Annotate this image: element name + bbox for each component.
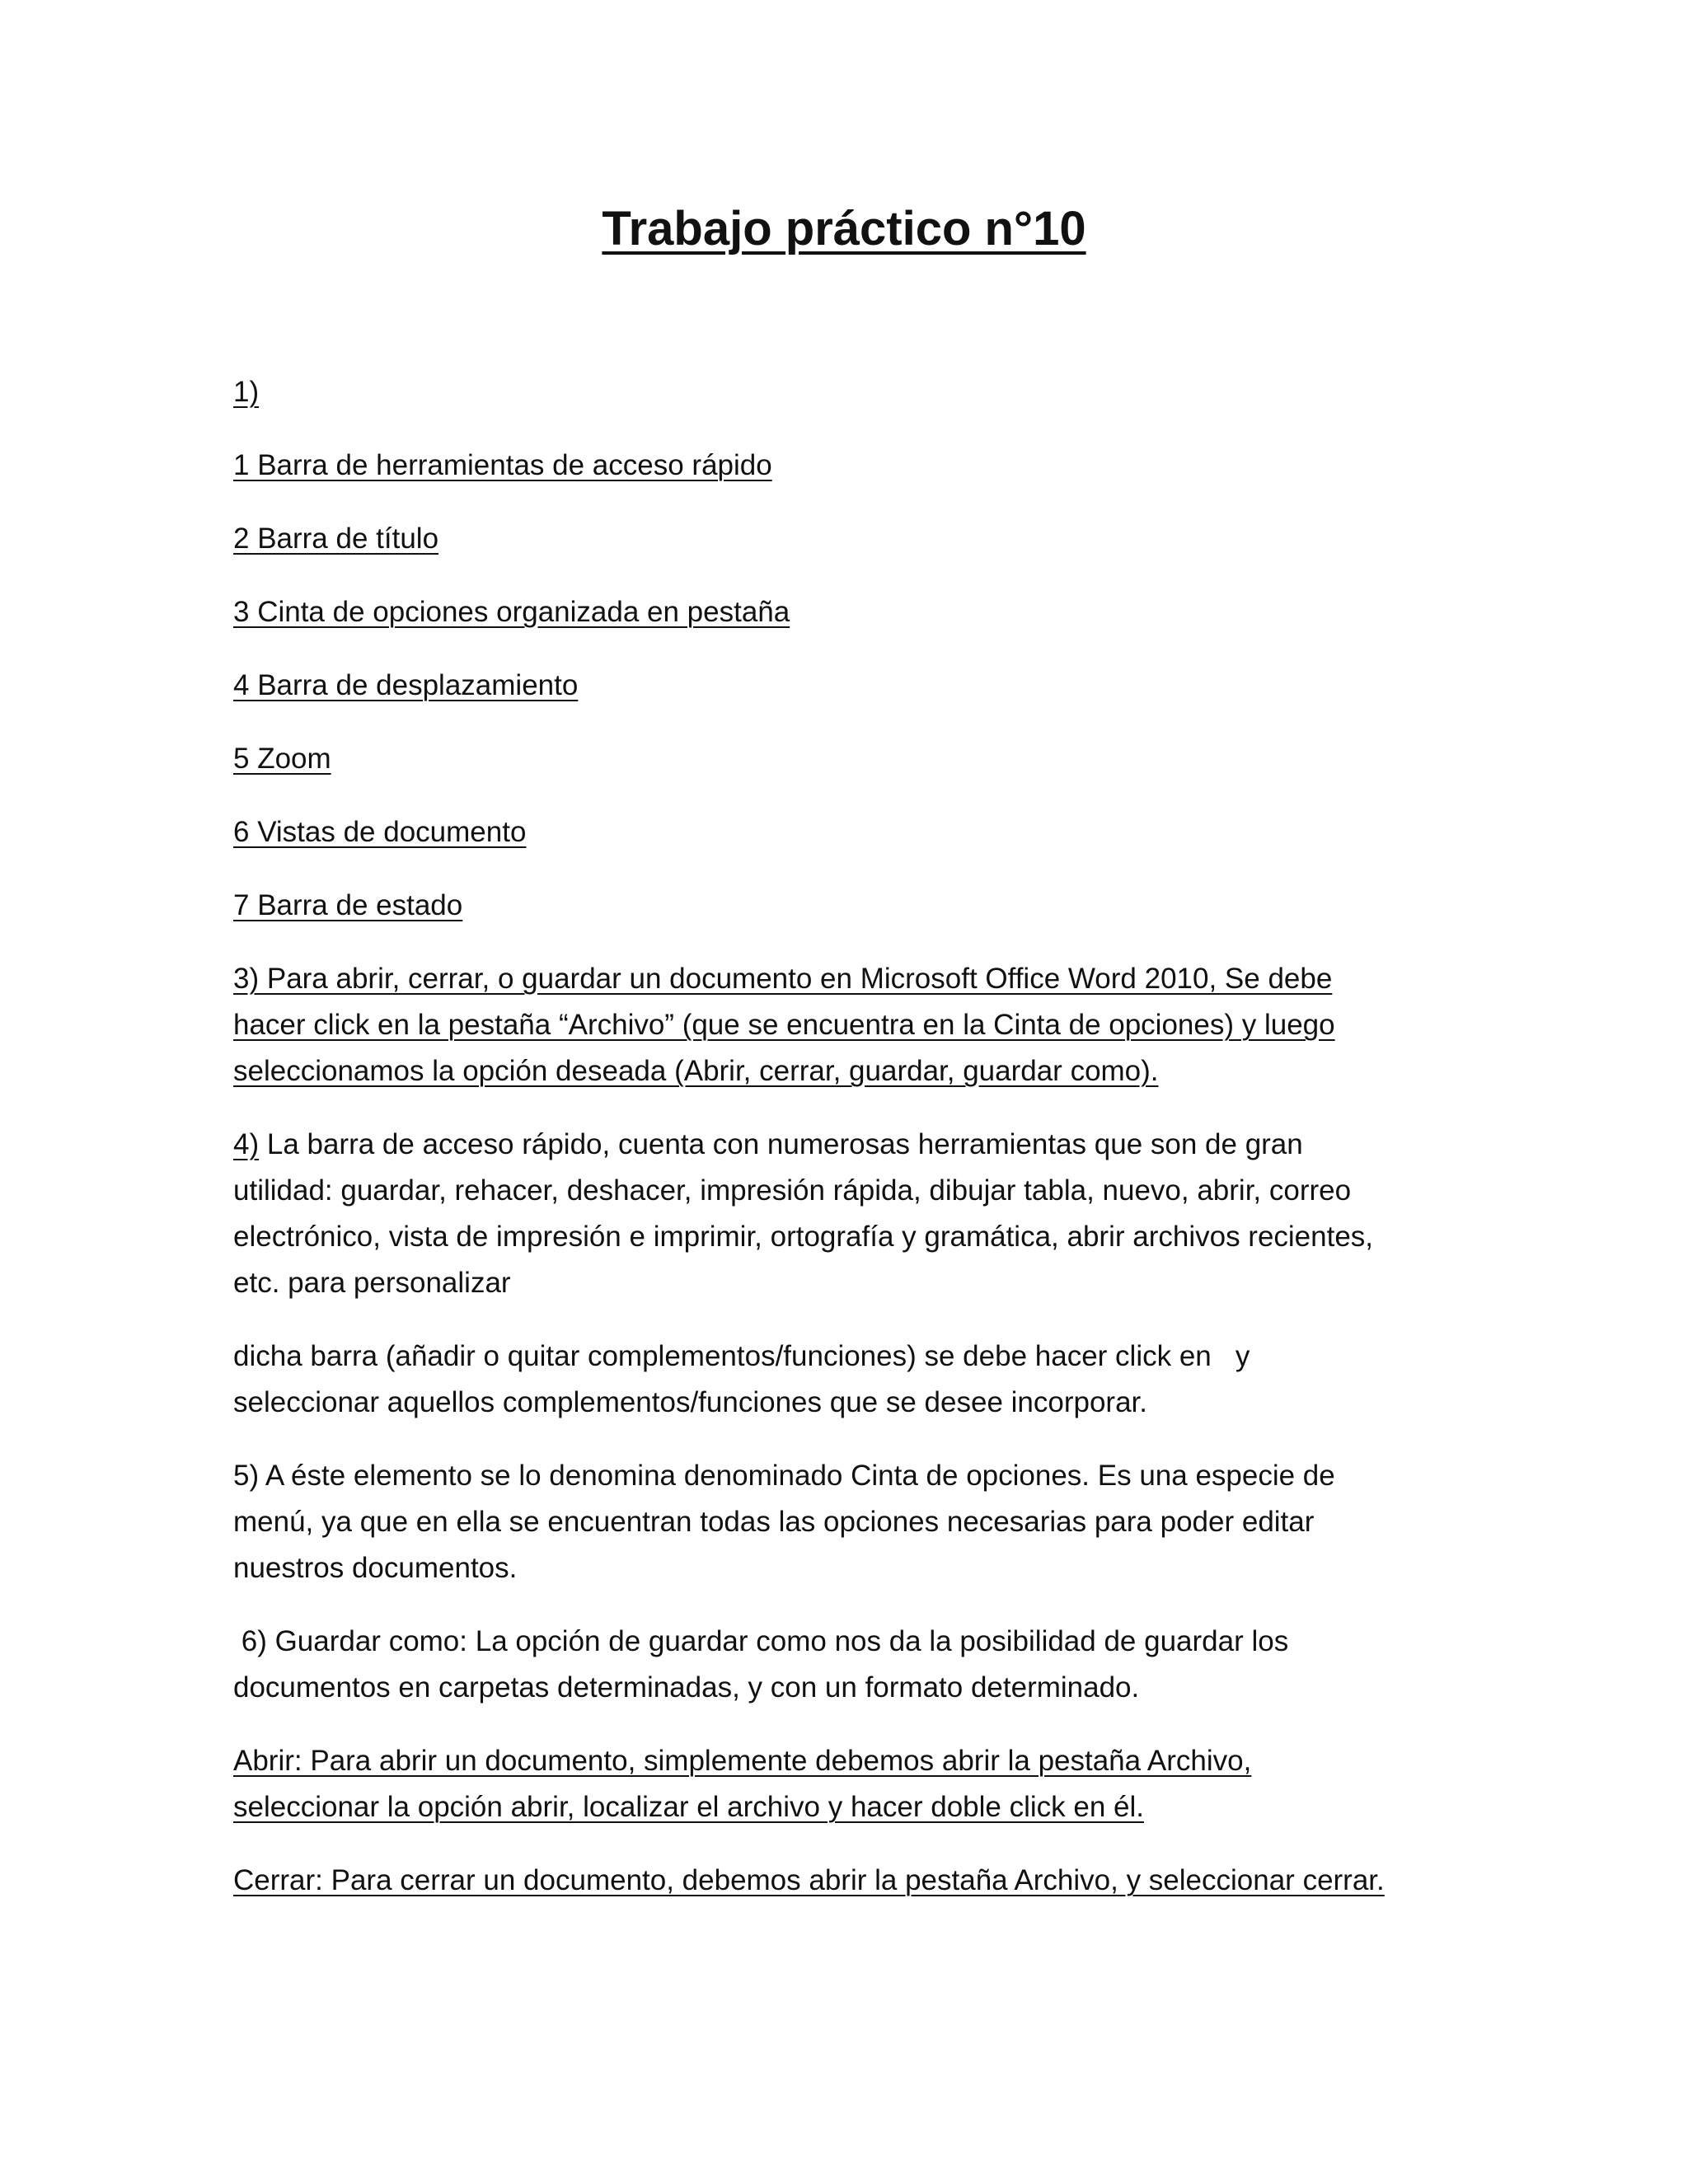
answer-3-paragraph [233,956,1453,1094]
answer-4-continuation-line: dicha barra (añadir o quitar complementos/funciones) se debe hacer click en y [233,1340,1250,1372]
answer-4-label: 4) [233,1128,260,1160]
abrir-line [233,1784,1453,1830]
document-title-text: Trabajo práctico n°10 [602,202,1086,255]
abrir-line [233,1738,1453,1784]
list-item [233,589,1453,635]
answer-3-line [233,1048,1453,1094]
answer-3-line [233,1002,1453,1048]
abrir-line-text: Abrir: Para abrir un documento, simplemente debemos abrir la pestaña Archivo, [233,1745,1252,1777]
cerrar-line [233,1858,1453,1904]
abrir-paragraph [233,1738,1453,1830]
list-item [233,663,1453,709]
answer-3-line-text: seleccionamos la opción deseada (Abrir, cerrar, guardar, guardar como). [233,1055,1159,1087]
answer-4-line-text: La barra de acceso rápido, cuenta con numerosas herramientas que son de gran [259,1128,1303,1160]
list-item-text: 2 Barra de título [233,523,439,555]
list-item [233,443,1453,489]
answer-4-line: electrónico, vista de impresión e imprimir, ortografía y gramática, abrir archivos recientes, [233,1221,1374,1253]
question-1-label-text: 1) [233,376,260,408]
list-item-text: 5 Zoom [233,743,331,775]
answer-4-continuation [233,1333,1453,1426]
answer-4-paragraph [233,1122,1453,1306]
answer-3-line-text: hacer click en la pestaña “Archivo” (que se encuentra en la Cinta de opciones) y luego [233,1009,1335,1041]
answer-4-continuation-line: seleccionar aquellos complementos/funciones que se desee incorporar. [233,1386,1147,1418]
answer-6-line: 6) Guardar como: La opción de guardar como nos da la posibilidad de guardar los [233,1625,1289,1657]
document-title [0,196,1688,262]
answer-4-line: etc. para personalizar [233,1267,511,1299]
answer-3-line-text: 3) Para abrir, cerrar, o guardar un documento en Microsoft Office Word 2010, Se debe [233,963,1333,995]
answer-6-paragraph [233,1619,1453,1711]
answer-5-line: menú, ya que en ella se encuentran todas las opciones necesarias para poder editar [233,1506,1315,1538]
answer-4-line: utilidad: guardar, rehacer, deshacer, impresión rápida, dibujar tabla, nuevo, abrir, correo [233,1174,1352,1207]
list-item-text: 7 Barra de estado [233,889,463,921]
answer-3-line [233,956,1453,1002]
answer-5-line: nuestros documentos. [233,1552,518,1584]
cerrar-line-text: Cerrar: Para cerrar un documento, debemos abrir la pestaña Archivo, y seleccionar cerrar. [233,1864,1385,1896]
abrir-line-text: seleccionar la opción abrir, localizar el archivo y hacer doble click en él. [233,1791,1144,1823]
cerrar-paragraph [233,1858,1453,1904]
list-item [233,883,1453,929]
list-item-text: 3 Cinta de opciones organizada en pestaña [233,596,790,628]
list-item-text: 4 Barra de desplazamiento [233,669,579,701]
list-item-text: 1 Barra de herramientas de acceso rápido [233,449,772,481]
answer-6-line: documentos en carpetas determinadas, y con un formato determinado. [233,1671,1140,1704]
answer-4-line [233,1122,1453,1168]
list-item [233,736,1453,782]
list-item-text: 6 Vistas de documento [233,816,527,848]
list-item [233,809,1453,855]
list-item [233,516,1453,562]
answer-5-paragraph [233,1453,1453,1591]
answer-5-line: 5) A éste elemento se lo denomina denominado Cinta de opciones. Es una especie de [233,1460,1335,1492]
question-1-label [233,369,1453,415]
